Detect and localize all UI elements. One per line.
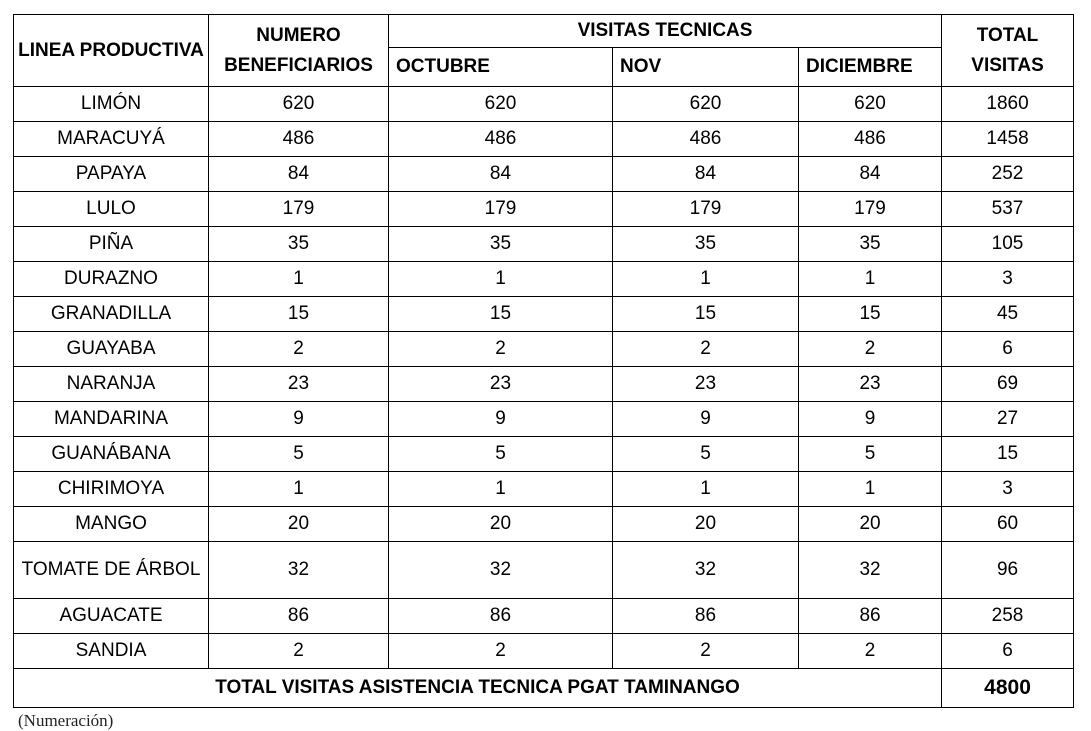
cell-beneficiarios: 86: [209, 599, 389, 634]
table-row: [14, 227, 1074, 262]
cell-diciembre: 179: [799, 192, 942, 227]
table-row: [14, 599, 1074, 634]
cell-linea-productiva: PIÑA: [14, 227, 209, 262]
header-octubre: OCTUBRE: [389, 48, 613, 87]
cell-octubre: 84: [389, 157, 613, 192]
cell-linea-productiva: GUAYABA: [14, 332, 209, 367]
table-row: [14, 122, 1074, 157]
header-visitas-tecnicas: VISITAS TECNICAS: [389, 15, 942, 48]
cell-linea-productiva: LIMÓN: [14, 87, 209, 122]
cell-diciembre: 9: [799, 402, 942, 437]
cell-diciembre: 620: [799, 87, 942, 122]
cell-nov: 35: [613, 227, 799, 262]
cell-linea-productiva: CHIRIMOYA: [14, 472, 209, 507]
visits-table: [13, 14, 1074, 708]
cell-nov: 2: [613, 332, 799, 367]
cell-diciembre: 15: [799, 297, 942, 332]
cell-beneficiarios: 15: [209, 297, 389, 332]
cell-nov: 86: [613, 599, 799, 634]
cell-octubre: 15: [389, 297, 613, 332]
cell-linea-productiva: MANGO: [14, 507, 209, 542]
clipped-caption: (Numeración): [18, 711, 114, 730]
cell-beneficiarios: 20: [209, 507, 389, 542]
cell-linea-productiva: DURAZNO: [14, 262, 209, 297]
cell-octubre: 35: [389, 227, 613, 262]
cell-total-visitas: 60: [942, 507, 1074, 542]
cell-nov: 620: [613, 87, 799, 122]
table-row: [14, 437, 1074, 472]
cell-beneficiarios: 179: [209, 192, 389, 227]
cell-nov: 32: [613, 542, 799, 599]
cell-diciembre: 1: [799, 472, 942, 507]
cell-octubre: 86: [389, 599, 613, 634]
header-total-visitas: TOTAL VISITAS: [942, 15, 1074, 87]
cell-diciembre: 35: [799, 227, 942, 262]
cell-diciembre: 5: [799, 437, 942, 472]
header-numero-beneficiarios: NUMERO BENEFICIARIOS: [209, 15, 389, 87]
cell-linea-productiva: MARACUYÁ: [14, 122, 209, 157]
cell-octubre: 2: [389, 634, 613, 669]
cell-total-visitas: 6: [942, 634, 1074, 669]
cell-octubre: 620: [389, 87, 613, 122]
cell-diciembre: 2: [799, 332, 942, 367]
cell-total-visitas: 105: [942, 227, 1074, 262]
table-row: [14, 634, 1074, 669]
table-row: [14, 507, 1074, 542]
cell-beneficiarios: 620: [209, 87, 389, 122]
cell-diciembre: 86: [799, 599, 942, 634]
table-row: [14, 472, 1074, 507]
cell-diciembre: 486: [799, 122, 942, 157]
cell-octubre: 9: [389, 402, 613, 437]
cell-octubre: 1: [389, 472, 613, 507]
cell-beneficiarios: 2: [209, 332, 389, 367]
cell-beneficiarios: 9: [209, 402, 389, 437]
header-nov: NOV: [613, 48, 799, 87]
cell-octubre: 486: [389, 122, 613, 157]
cell-total-visitas: 3: [942, 472, 1074, 507]
table-row: [14, 157, 1074, 192]
footer-total-value: 4800: [942, 669, 1074, 708]
cell-linea-productiva: GRANADILLA: [14, 297, 209, 332]
cell-total-visitas: 252: [942, 157, 1074, 192]
cell-beneficiarios: 32: [209, 542, 389, 599]
header-linea-productiva: LINEA PRODUCTIVA: [14, 15, 209, 87]
cell-octubre: 2: [389, 332, 613, 367]
table-row: [14, 192, 1074, 227]
cell-diciembre: 23: [799, 367, 942, 402]
cell-beneficiarios: 2: [209, 634, 389, 669]
cell-octubre: 20: [389, 507, 613, 542]
cell-total-visitas: 15: [942, 437, 1074, 472]
cell-nov: 486: [613, 122, 799, 157]
cell-total-visitas: 45: [942, 297, 1074, 332]
cell-total-visitas: 258: [942, 599, 1074, 634]
table-row: [14, 402, 1074, 437]
cell-total-visitas: 537: [942, 192, 1074, 227]
cell-diciembre: 20: [799, 507, 942, 542]
cell-octubre: 5: [389, 437, 613, 472]
cell-diciembre: 84: [799, 157, 942, 192]
header-diciembre: DICIEMBRE: [799, 48, 942, 87]
cell-nov: 5: [613, 437, 799, 472]
cell-total-visitas: 96: [942, 542, 1074, 599]
cell-linea-productiva: MANDARINA: [14, 402, 209, 437]
cell-octubre: 1: [389, 262, 613, 297]
cell-beneficiarios: 23: [209, 367, 389, 402]
cell-nov: 1: [613, 472, 799, 507]
cell-nov: 2: [613, 634, 799, 669]
cell-octubre: 23: [389, 367, 613, 402]
table-row: [14, 367, 1074, 402]
cell-beneficiarios: 5: [209, 437, 389, 472]
cell-linea-productiva: PAPAYA: [14, 157, 209, 192]
table-row: [14, 297, 1074, 332]
cell-diciembre: 1: [799, 262, 942, 297]
cell-total-visitas: 6: [942, 332, 1074, 367]
cell-linea-productiva: TOMATE DE ÁRBOL: [14, 542, 209, 599]
cell-beneficiarios: 35: [209, 227, 389, 262]
cell-diciembre: 2: [799, 634, 942, 669]
cell-beneficiarios: 486: [209, 122, 389, 157]
cell-beneficiarios: 1: [209, 262, 389, 297]
cell-octubre: 32: [389, 542, 613, 599]
cell-nov: 9: [613, 402, 799, 437]
cell-nov: 20: [613, 507, 799, 542]
cell-total-visitas: 3: [942, 262, 1074, 297]
cell-total-visitas: 1860: [942, 87, 1074, 122]
cell-nov: 179: [613, 192, 799, 227]
cell-beneficiarios: 1: [209, 472, 389, 507]
cell-total-visitas: 1458: [942, 122, 1074, 157]
table-row: [14, 262, 1074, 297]
cell-total-visitas: 69: [942, 367, 1074, 402]
table-row: [14, 332, 1074, 367]
cell-total-visitas: 27: [942, 402, 1074, 437]
cell-nov: 84: [613, 157, 799, 192]
cell-linea-productiva: AGUACATE: [14, 599, 209, 634]
cell-octubre: 179: [389, 192, 613, 227]
footer-total-label: TOTAL VISITAS ASISTENCIA TECNICA PGAT TAMINANGO: [14, 669, 942, 708]
cell-linea-productiva: NARANJA: [14, 367, 209, 402]
cell-linea-productiva: LULO: [14, 192, 209, 227]
table-row: [14, 542, 1074, 599]
cell-nov: 15: [613, 297, 799, 332]
cell-diciembre: 32: [799, 542, 942, 599]
cell-nov: 1: [613, 262, 799, 297]
cell-beneficiarios: 84: [209, 157, 389, 192]
cell-linea-productiva: GUANÁBANA: [14, 437, 209, 472]
table-row: [14, 87, 1074, 122]
cell-nov: 23: [613, 367, 799, 402]
cell-linea-productiva: SANDIA: [14, 634, 209, 669]
